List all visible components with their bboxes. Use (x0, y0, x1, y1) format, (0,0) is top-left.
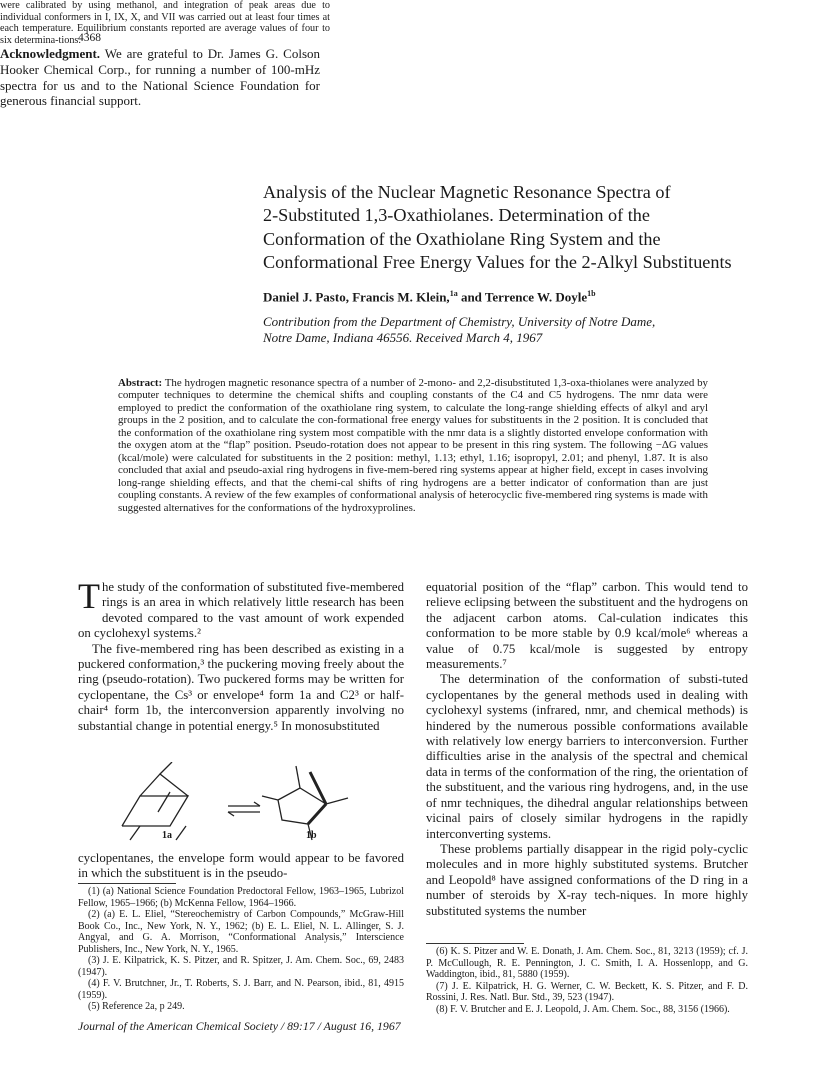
author-footnote-1: 1a (449, 289, 458, 298)
title-line: 2-Substituted 1,3-Oxathiolanes. Determination of the (263, 205, 650, 226)
author-footnote-2: 1b (587, 289, 596, 298)
paragraph: The five-membered ring has been described as existing in a puckered conformation,³ the puckering moving freely about the ring (pseudo-rotation). Two puckered forms may be written for cyclopentane, the Cs³ or envelope⁴ form 1a and C2³ or half-chair⁴ form 1b, the interconversion apparently involving no substantial change in potential energy.⁵ In monosubstituted (78, 641, 404, 733)
abstract (118, 377, 708, 514)
body-left-continued: cyclopentanes, the envelope form would appear to be favored in which the substituent is in the pseudo- (78, 851, 404, 881)
contribution-line-1: Contribution from the Department of Chemistry, University of Notre Dame, (263, 314, 656, 329)
acknowledgment-label: Acknowledgment. (0, 46, 101, 62)
abstract-text: The hydrogen magnetic resonance spectra of a number of 2-mono- and 2,2-disubstituted 1,3-oxa-thiolanes were analyzed by computer techniques to determine the chemical shifts and coupling constants of the C4 and C5 hydrogens. The nmr data were employed to predict the conformation of the oxathiolane ring system, to calculate the long-range shielding effects of alkyl and aryl groups in the 2 position, and to calculate the con-formational free energy values for substituents in the 2 position. It is concluded that the conformation of the oxathiolane ring system most compatible with the nmr data is a slightly distorted envelope conformation with the oxygen atom at the “flap” position. Pseudo-rotation does not appear to be present in this ring system. The following −ΔG values (kcal/mole) were calculated for substituents in the 2 position: methyl, 1.13; ethyl, 1.16; isopropyl, 2.01; and phenyl, 1.87. It is also concluded that axial and pseudo-axial ring hydrogens in five-mem-bered ring systems appear at higher field, except in cases involving long-range shielding effects, and that the chemi-cal shifts of ring hydrogens are a better indicator of conformation than are just coupling constants. A review of the few examples of conformational analysis of heterocyclic five-membered ring systems is made with suggested alternatives for the conformations of the hydroxyprolines. (118, 377, 708, 514)
footnote: (1) (a) National Science Foundation Predoctoral Fellow, 1963–1965, Lubrizol Fellow, 1965–1966; (b) McKenna Fellow, 1964–1966. (78, 886, 404, 909)
body-right-column (426, 580, 748, 919)
figure-label-1a: 1a (162, 830, 172, 841)
paragraph: These problems partially disappear in the rigid poly-cyclic molecules and in more highly substituted systems. Brutcher and Leopold⁸ have assigned conformations of the D ring in a number of steroids by X-ray tech-niques. In more highly substituted systems the number (426, 841, 748, 918)
abstract-label: Abstract: (118, 377, 163, 389)
body-left-column (78, 576, 404, 734)
footnotes-left (78, 886, 404, 1013)
journal-footer: Journal of the American Chemical Society / 89:17 / August 16, 1967 (78, 1019, 401, 1033)
title-line: Conformational Free Energy Values for the 2-Alkyl Substituents (263, 252, 732, 273)
footnote: (6) K. S. Pitzer and W. E. Donath, J. Am. Chem. Soc., 81, 3213 (1959); cf. J. P. McCullough, R. E. Pennington, J. C. Smith, I. A. Hossenlopp, and G. Waddington, ibid., 81, 5880 (1959). (426, 946, 748, 980)
author-names-1: Daniel J. Pasto, Francis M. Klein, (263, 289, 450, 305)
paragraph (78, 576, 404, 642)
drop-cap: T (78, 576, 100, 616)
top-left-paragraph: were calibrated by using methanol, and integration of peak areas due to individual conformers in I, IX, X, and VII was carried out at least four times at each temperature. Equilibrium constants reported are average values of four to six determina-tions. (0, 0, 330, 46)
footnote-divider-right (426, 943, 524, 944)
title-line: Conformation of the Oxathiolane Ring System and the (263, 228, 661, 249)
footnote: (2) (a) E. L. Eliel, “Stereochemistry of Carbon Compounds,” McGraw-Hill Book Co., Inc., New York, N. Y., 1962; (b) E. L. Eliel, N. L. Allinger, S. J. Angyal, and G. A. Morrison, “Conformational Analysis,” Interscience Publishers, Inc., New York, N. Y., 1965. (78, 909, 404, 955)
paragraph: equatorial position of the “flap” carbon. This would tend to relieve eclipsing between the substituent and the hydrogens on the adjacent carbon atoms. Cal-culation indicates this conformation to be more stable by 0.9 kcal/mole⁶ whereas a value of 0.75 kcal/mole is suggested by entropy measurements.⁷ (426, 580, 748, 672)
paragraph-text: he study of the conformation of substituted five-membered rings is an area in which relatively little research has been devoted compared to the vast amount of work expended on cyclohexyl systems.² (78, 580, 404, 641)
footnote-divider-left (78, 883, 176, 884)
author-names-2: and Terrence W. Doyle (457, 289, 588, 305)
figure-label-1b: 1b (306, 830, 317, 841)
title-line: Analysis of the Nuclear Magnetic Resonance Spectra of (263, 182, 671, 202)
paragraph: The determination of the conformation of substi-tuted cyclopentanes by the general methods used in dealing with cyclohexyl systems (infrared, nmr, and chemical methods) is hindered by the numerous possible conformations available with relatively low energy barriers to interconversion. Further difficulties arise in the analysis of the spectral and chemical data in terms of the conformation of the ring, the orientation of the substituent, and the various ring hydrogens, and, in the use of nmr techniques, the dihedral angular relationships between vicinal pairs of closely similar hydrogens in the rapidly interconverting systems. (426, 672, 748, 841)
acknowledgment-text: We are grateful to Dr. James G. Colson Hooker Chemical Corp., for running a number of 100-mHz spectra for us and to the National Science Foundation for generous financial support. (0, 46, 321, 109)
authors (263, 289, 753, 305)
footnote: (8) F. V. Brutcher and E. J. Leopold, J. Am. Chem. Soc., 88, 3156 (1966). (436, 1003, 730, 1015)
footnote: (7) J. E. Kilpatrick, H. G. Werner, C. W. Beckett, K. S. Pitzer, and F. D. Rossini, J. Res. Natl. Bur. Std., 39, 523 (1947). (426, 980, 748, 1003)
footnote: (5) Reference 2a, p 249. (88, 1001, 185, 1012)
page-number: 4368 (78, 32, 101, 44)
article-title (263, 181, 753, 275)
cyclopentane-structures (110, 762, 370, 842)
contribution-line-2: Notre Dame, Indiana 46556. Received March 4, 1967 (263, 329, 543, 345)
conformation-figure (110, 762, 370, 842)
footnotes-right (426, 946, 748, 1015)
footnote: (3) J. E. Kilpatrick, K. S. Pitzer, and R. Spitzer, J. Am. Chem. Soc., 69, 2483 (1947). (78, 955, 404, 978)
acknowledgment (0, 46, 320, 108)
footnote: (4) F. V. Brutchner, Jr., T. Roberts, S. J. Barr, and N. Pearson, ibid., 81, 4915 (1959). (78, 978, 404, 1001)
contribution-line (263, 314, 753, 345)
